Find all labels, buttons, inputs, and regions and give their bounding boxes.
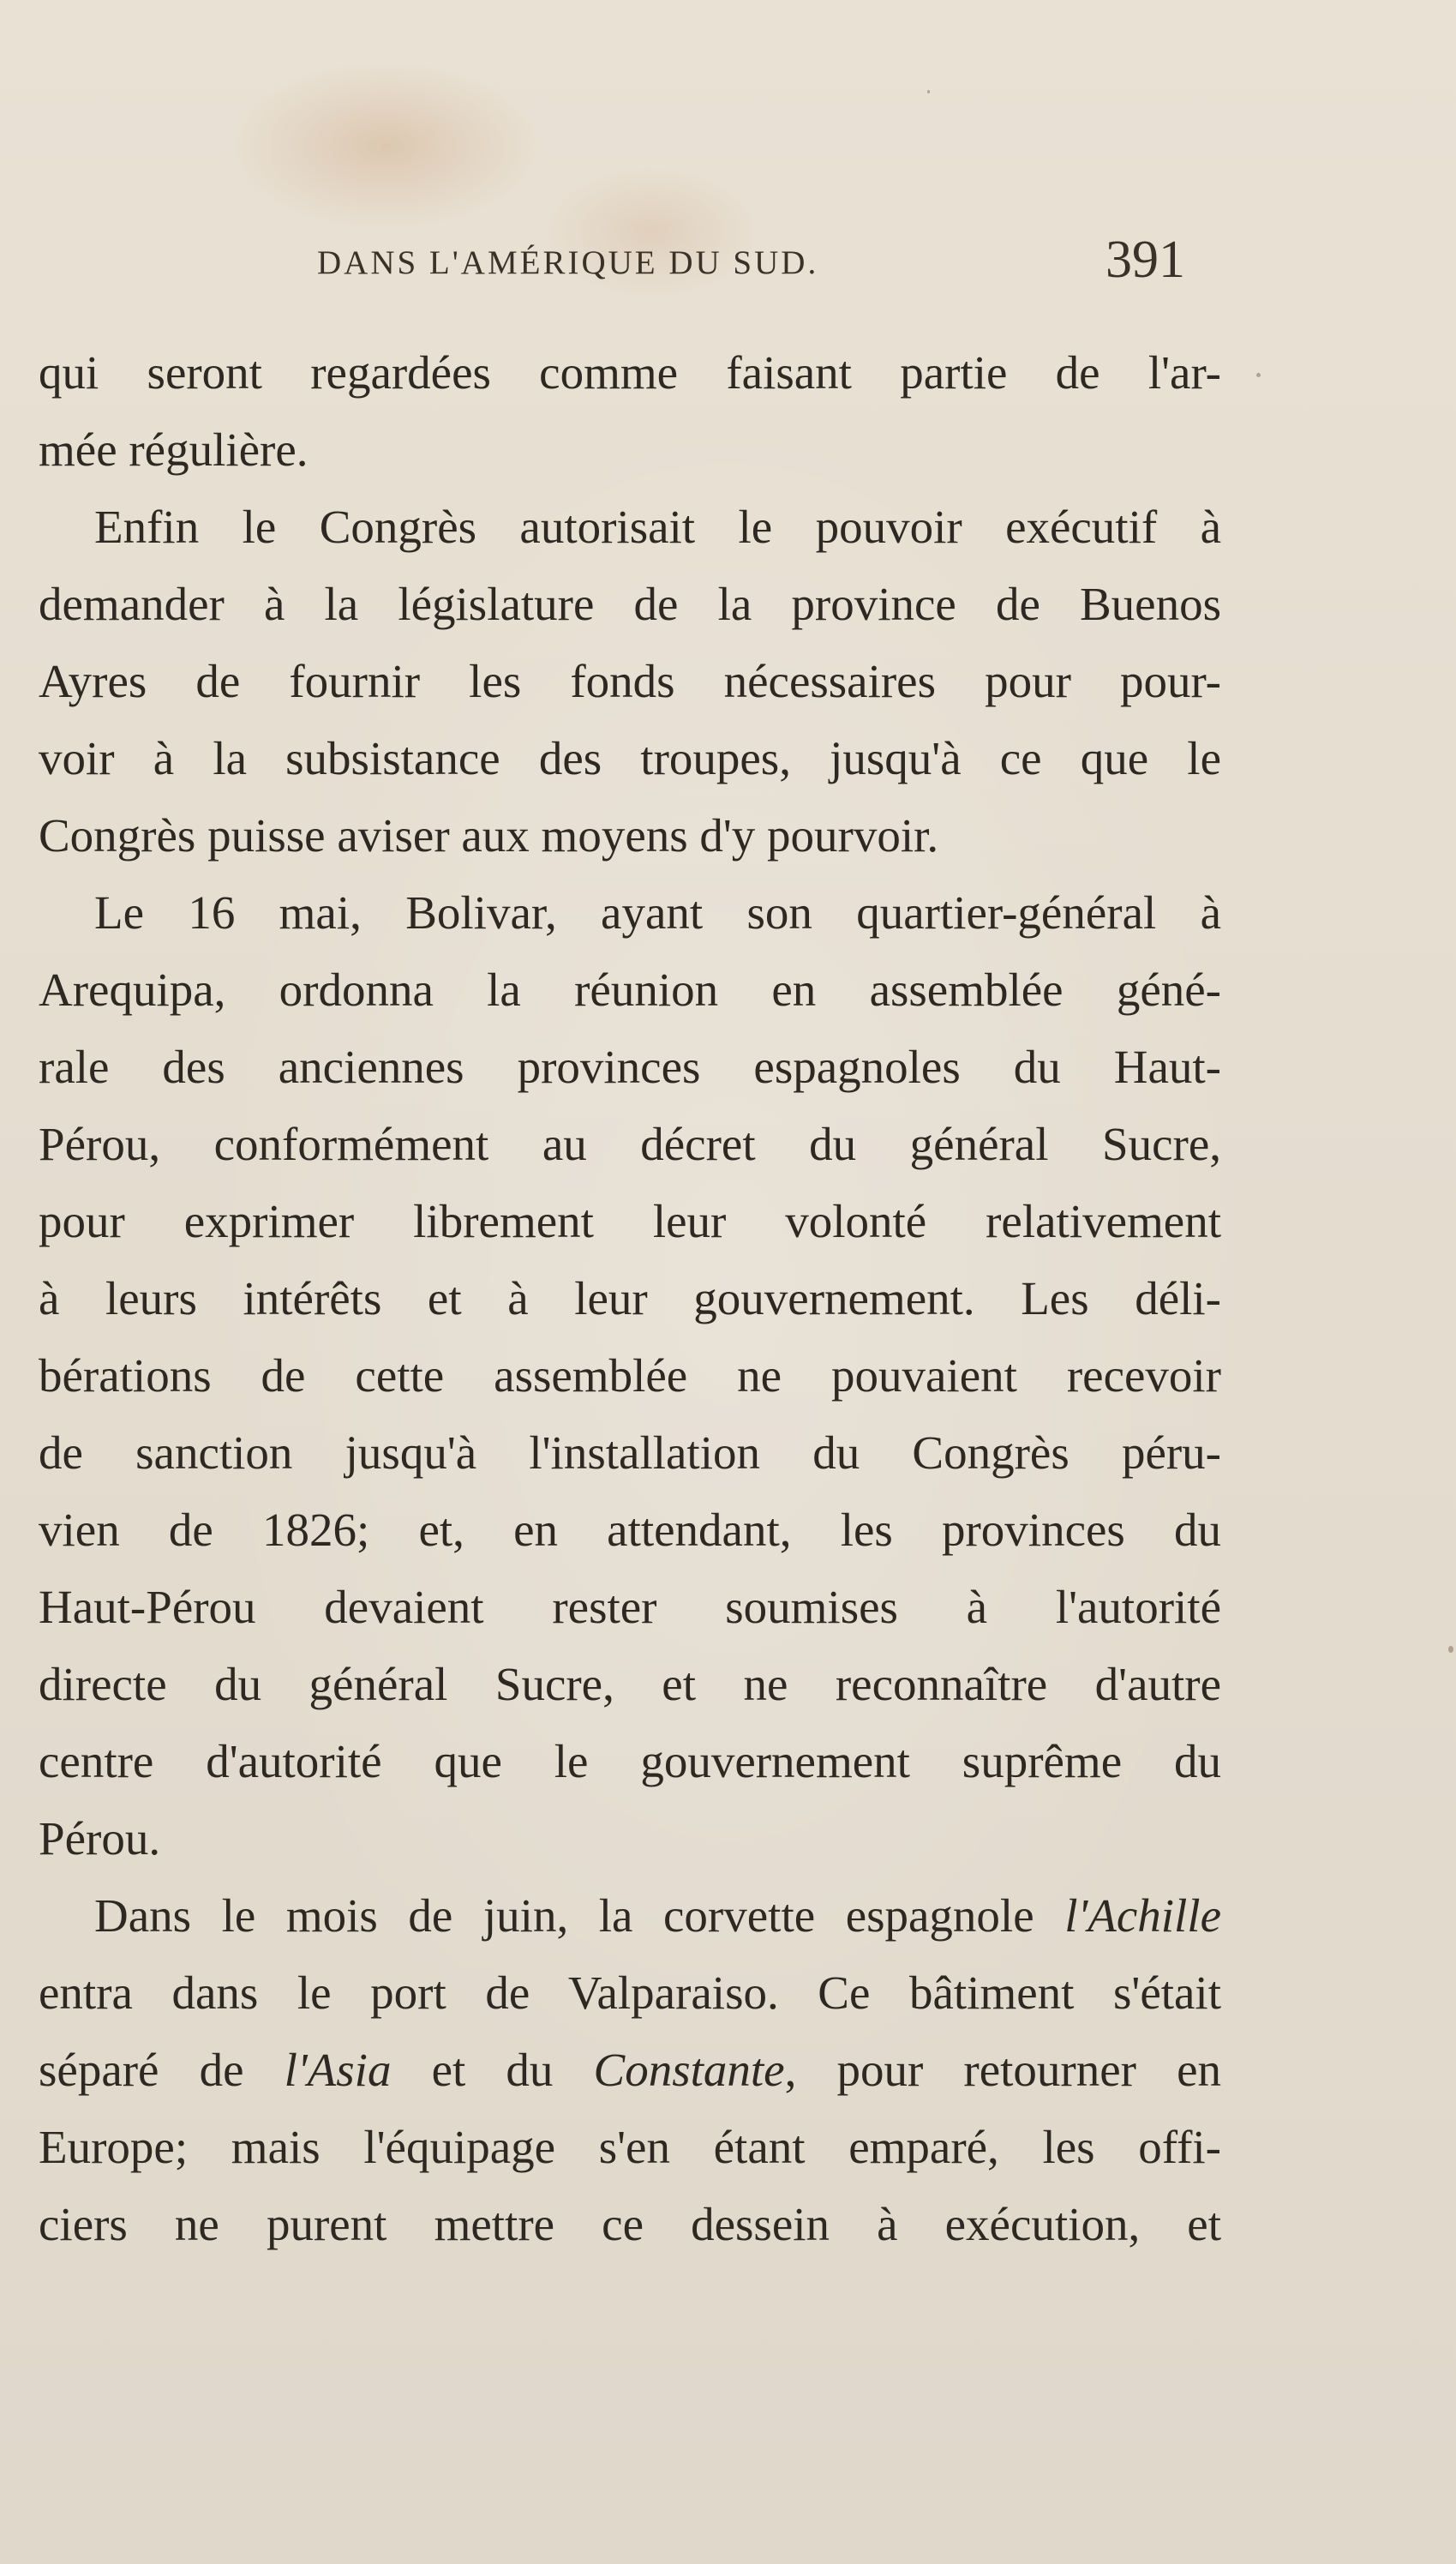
text-line: directe du général Sucre, et ne reconnaître d'autre xyxy=(39,1658,1221,1710)
running-head xyxy=(0,230,1456,298)
text-line: pour exprimer librement leur volonté relativement xyxy=(39,1195,1221,1247)
text-line: Enfin le Congrès autorisait le pouvoir exécutif à xyxy=(94,501,1221,553)
text-line: Ayres de fournir les fonds nécessaires pour pour- xyxy=(39,655,1221,707)
text-line: Arequipa, ordonna la réunion en assemblée géné- xyxy=(39,964,1221,1016)
running-title: DANS L'AMÉRIQUE DU SUD. xyxy=(317,244,819,281)
text-line: Haut-Pérou devaient rester soumises à l'autorité xyxy=(39,1581,1221,1633)
text-line: Europe; mais l'équipage s'en étant emparé, les offi- xyxy=(39,2121,1221,2173)
text-line: ciers ne purent mettre ce dessein à exécution, et xyxy=(39,2198,1221,2250)
ship-name-italic: l'Achille xyxy=(1064,1889,1221,1942)
text-line: Le 16 mai, Bolivar, ayant son quartier-général à xyxy=(94,886,1221,939)
foxing-spot xyxy=(927,90,930,93)
text-line: demander à la législature de la province de Buenos xyxy=(39,578,1221,630)
text-line xyxy=(94,1877,1221,1955)
body-text xyxy=(0,334,1456,2306)
text-run: Dans le mois de juin, la corvette espagnole xyxy=(94,1889,1065,1942)
text-line: qui seront regardées comme faisant partie de l'ar- xyxy=(39,346,1221,399)
text-line: centre d'autorité que le gouvernement suprême du xyxy=(39,1735,1221,1787)
text-run: séparé de xyxy=(39,2044,285,2096)
text-line: de sanction jusqu'à l'installation du Congrès péru- xyxy=(39,1426,1221,1479)
ship-name-italic: Constante xyxy=(593,2044,785,2096)
text-line: à leurs intérêts et à leur gouvernement. Les déli- xyxy=(39,1272,1221,1324)
text-run: et du xyxy=(391,2044,594,2096)
text-line xyxy=(39,2032,1221,2109)
text-line: entra dans le port de Valparaiso. Ce bâtiment s'était xyxy=(39,1967,1221,2019)
text-line: Congrès puisse aviser aux moyens d'y pourvoir. xyxy=(39,809,939,862)
page-number: 391 xyxy=(1105,231,1185,289)
text-line: Pérou. xyxy=(39,1812,161,1864)
text-line: Pérou, conformément au décret du général Sucre, xyxy=(39,1118,1221,1170)
text-line: voir à la subsistance des troupes, jusqu'à ce que le xyxy=(39,732,1221,784)
text-line: rale des anciennes provinces espagnoles du Haut- xyxy=(39,1041,1221,1093)
text-line: mée régulière. xyxy=(39,423,309,476)
ship-name-italic: l'Asia xyxy=(284,2044,392,2096)
text-run: , pour retourner en xyxy=(784,2044,1221,2096)
text-line: vien de 1826; et, en attendant, les provinces du xyxy=(39,1504,1221,1556)
text-line: bérations de cette assemblée ne pouvaient recevoir xyxy=(39,1349,1221,1402)
